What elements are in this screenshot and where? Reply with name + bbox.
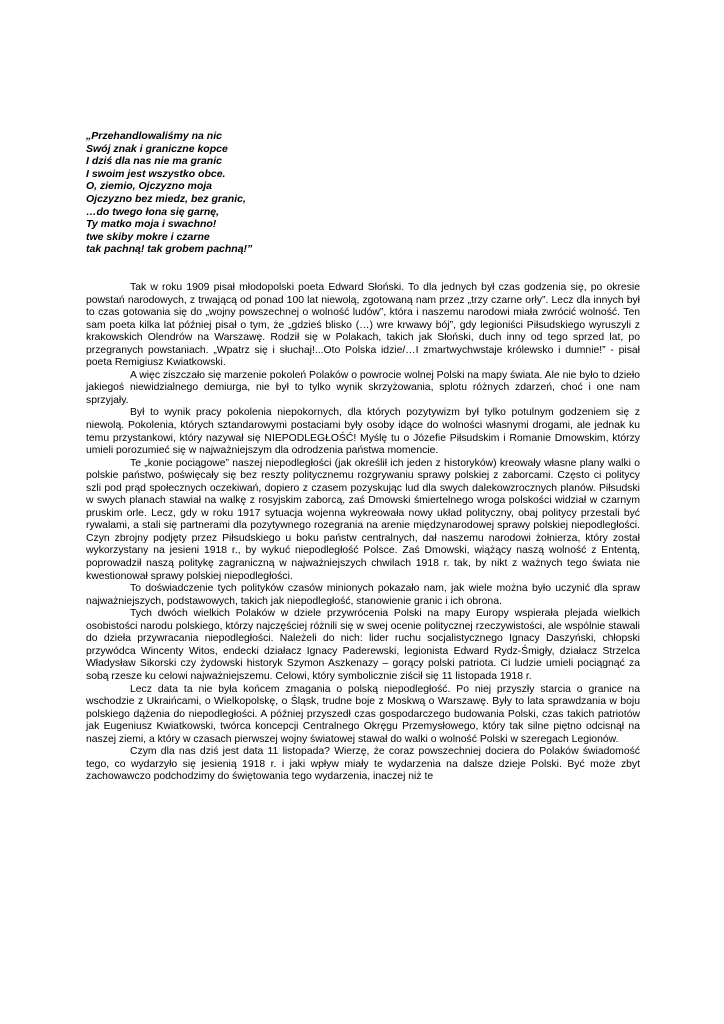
- poem-line: Swój znak i graniczne kopce: [86, 142, 228, 155]
- poem-line: tak pachną! tak grobem pachną!”: [86, 243, 253, 256]
- paragraph: Był to wynik pracy pokolenia niepokornych, dla których pozytywizm był tylko potulnym godzeniem się z niewolą. Pokolenia, których sztandarowymi postaciami były osoby idące do wolności własnymi drogami, ale jednak ku temu przystankowi, który nazywał się NIEPODLEGŁOŚĆ! Myślę tu o Józefie Piłsudskim i Romanie Dmowskim, którzy umieli porozumieć się w najważniejszym dla odrodzenia państwa momencie.: [86, 407, 640, 457]
- paragraph: Czym dla nas dziś jest data 11 listopada? Wierzę, że coraz powszechniej dociera do Polaków świadomość tego, co wydarzyło się jesienią 1918 r. i jaki wpływ miały te wydarzenia na dalsze dzieje Polski. Być może zbyt zachowawczo podchodzimy do świętowania tego wydarzenia, inaczej niż te: [86, 746, 640, 783]
- poem-line: I swoim jest wszystko obce.: [86, 167, 226, 180]
- paragraph: Tak w roku 1909 pisał młodopolski poeta Edward Słoński. To dla jednych był czas godzenia się, po okresie powstań narodowych, z trwającą od ponad 100 lat niewolą, zgotowaną nam przez „trzy czarne orły”. Lecz dla innych był to czas gotowania się do „wojny powszechnej o wolność ludów”, która i naszemu narodowi miała zwrócić wolność. Ten sam poeta kilka lat później pisał o tym, że „gdzieś blisko (…) wre krwawy bój”, gdy legioniści Piłsudskiego wyruszyli z krakowskich Olendrów na Warszawę. Rodził się w Polakach, takich jak Słoński, duch inny od tego sprzed lat, po przegranych powstaniach. „Wpatrz się i słuchaj!...Oto Polska idzie/…I zmartwychwstaje królewsko i dumnie!” - pisał poeta Remigiusz Kwiatkowski.: [86, 282, 640, 369]
- paragraph: To doświadczenie tych polityków czasów minionych pokazało nam, jak wiele można było uczynić dla spraw najważniejszych, podstawowych, takich jak niepodległość, stanowienie granic i ich obrona.: [86, 583, 640, 607]
- poem-line: „Przehandlowaliśmy na nic: [86, 130, 222, 142]
- paragraph: Tych dwóch wielkich Polaków w dziele przywrócenia Polski na mapy Europy wspierała plejada wielkich osobistości narodu polskiego, którzy najczęściej różnili się w swej ocenie politycznej rzeczywistości, ale wspólnie stawali do dzieła przywracania niepodległości. Należeli do nich: lider ruchu socjalistycznego Ignacy Daszyński, chłopski przywódca Wincenty Witos, endecki działacz Ignacy Paderewski, legionista Edward Rydz-Śmigły, działacz Strzelca Władysław Sikorski czy żydowski historyk Szymon Aszkenazy – gorący polski patriota. Ci ludzie umieli pociągnąć za sobą rzesze ku celowi najważniejszemu. Celowi, który symbolicznie ziścił się 11 listopada 1918 r.: [86, 608, 640, 682]
- article-body: [86, 282, 640, 784]
- poem-line: twe skiby mokre i czarne: [86, 230, 210, 243]
- poem-line: Ty matko moja i swachno!: [86, 218, 217, 231]
- poem: [86, 130, 646, 256]
- paragraph: Lecz data ta nie była końcem zmagania o polską niepodległość. Po niej przyszły starcia o granice na wschodzie z Ukraińcami, o Wielkopolskę, o Śląsk, trudne boje z Moskwą o Warszawę. Były to lata sprawdzania w boju polskiego dążenia do niepodległości. A później przyszedł czas gospodarczego budowania Polski, czas takich patriotów jak Eugeniusz Kwiatkowski, twórca koncepcji Centralnego Okręgu Przemysłowego, który tak silne piętno odcisnął na naszej ziemi, a który w czasach pierwszej wojny światowej stawał do walki o wolność Polski w szeregach Legionów.: [86, 683, 640, 745]
- paragraph: A więc ziszczało się marzenie pokoleń Polaków o powrocie wolnej Polski na mapy świata. Ale nie było to dzieło jakiegoś niewidzialnego demiurga, nie był to tylko wynik skrzyżowania, splotu różnych zdarzeń, choć i one nam sprzyjały.: [86, 369, 640, 406]
- poem-line: Ojczyzno bez miedz, bez granic,: [86, 192, 246, 205]
- poem-line: I dziś dla nas nie ma granic: [86, 155, 222, 168]
- poem-line: …do twego łona się garnę,: [86, 205, 220, 218]
- paragraph: Te „konie pociągowe” naszej niepodległości (jak określił ich jeden z historyków) kreowały własne plany walki o polskie państwo, poświęcały się bez reszty politycznemu rozgrywaniu sprawy polskiej z zaborcami. Często ci politycy szli pod prąd społecznych oczekiwań, dopiero z czasem pozyskując lud dla swych dalekowzrocznych planów. Piłsudski w swych planach stawiał na walkę z rosyjskim zaborcą, zaś Dmowski śmiertelnego wroga polskości widział w czarnym pruskim orle. Lecz, gdy w roku 1917 sytuacja wojenna wykreowała nowy układ polityczny, obaj politycy przestali być rywalami, a stali się partnerami dla pozytywnego rozegrania na arenie międzynarodowej sprawy polskiej niepodległości. Czyn zbrojny podjęty przez Piłsudskiego u boku państw centralnych, dał naszemu narodowi żołnierza, który został wykorzystany na jesieni 1918 r., by wykuć niepodległość Polsce. Zaś Dmowski, wiążący naszą wolność z Ententą, poprowadził naszą politykę zagraniczną w najważniejszych chwilach 1918 r. tak, by nikt z ważnych tego świata nie kwestionował sprawy polskiej niepodległości.: [86, 457, 640, 582]
- poem-line: O, ziemio, Ojczyzno moja: [86, 180, 213, 193]
